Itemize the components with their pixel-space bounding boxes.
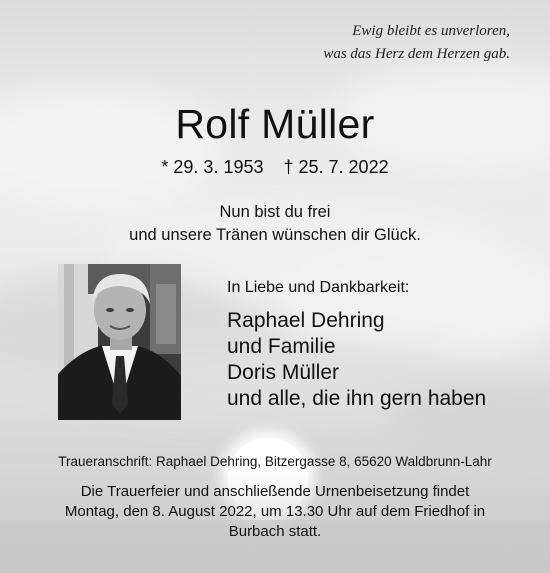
mourners-list	[227, 308, 486, 412]
service-line-2: Montag, den 8. August 2022, um 13.30 Uhr auf dem Friedhof in	[64, 503, 486, 520]
mourning-address: Traueranschrift: Raphael Dehring, Bitzergasse 8, 65620 Waldbrunn-Lahr	[58, 454, 492, 469]
thanks-label: In Liebe und Dankbarkeit:	[227, 279, 410, 296]
service-line-3: Burbach statt.	[228, 523, 322, 540]
mourner-line: Doris Müller	[227, 361, 340, 384]
mourner-line: und Familie	[227, 335, 336, 358]
farewell-saying	[0, 201, 550, 247]
funeral-service-info	[0, 482, 550, 542]
quote-line-1: Ewig bleibt es unverloren,	[352, 23, 510, 39]
quote-line-2: was das Herz dem Herzen gab.	[323, 46, 510, 62]
mourner-line: und alle, die ihn gern haben	[227, 387, 487, 410]
deceased-name: Rolf Müller	[175, 101, 375, 147]
saying-line-2: und unsere Tränen wünschen dir Glück.	[129, 226, 421, 244]
mourner-line: Raphael Dehring	[227, 309, 385, 332]
memorial-quote	[323, 20, 510, 66]
birth-date: * 29. 3. 1953	[161, 157, 264, 177]
life-dates	[0, 155, 550, 179]
saying-line-1: Nun bist du frei	[219, 203, 331, 221]
service-line-1: Die Trauerfeier und anschließende Urnenbeisetzung findet	[80, 483, 470, 500]
portrait-illustration	[58, 264, 181, 420]
portrait-photo	[58, 264, 181, 420]
death-date: † 25. 7. 2022	[283, 157, 389, 177]
